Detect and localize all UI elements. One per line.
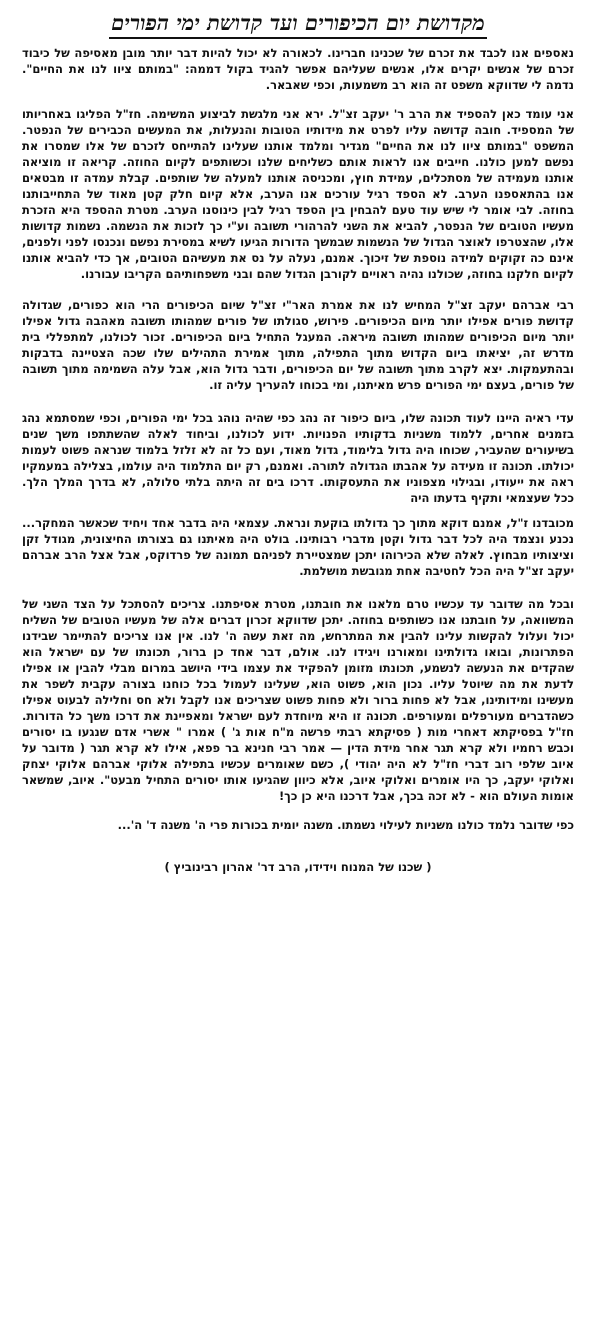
paragraph-3: רבי אברהם יעקב זצ"ל המחיש לנו את אמרת האר"י זצ"ל שיום הכיפורים הרי הוא כפורים, שגדולה קדושת פורים אפילו יותר מיום הכיפורים. פירוש, סגולתו של פורים שמהותו תשובה מאהבה גדול אפילו יותר מיום הכיפורים שמהותו תשובה מיראה. המעגל התחיל ביום הכיפורים. זכור לכולנו, למתפללי בית מדרש זה, יציאתו ביום הקדוש מתוך התפילה, מתוך אמירת התהילים שלו שכה הצטיינה בדבקות ובהתעמקות. יצא לקרב מתוך תשובה של יום הכיפורים, ודבר גדול הוא, אבל עלה השמימה מתוך תשובה של פורים, בעצם ימי הפורים פרש מאיתנו, ומי בכוחו להעריך עליה זו. (22, 298, 574, 392)
paragraph-4: עדי ראיה היינו לעוד תכונה שלו, ביום כיפור זה נהג כפי שהיה נוהג בכל ימי הפורים, וכפי שמסתמא נהג בזמנים אחרים, ללמוד משניות בדקותיו הפנויות. ידוע לכולנו, וביחוד לאלה שהשתתפו משך שנים בשיעורים שהעביר, שכוחו היה גדול בלימוד, גדול מאוד, ועם כל זה לא זלזל בלמוד שנראה פשוט לעמות יכולתו. תכונה זו מעידה על אהבתו הגדולה לתורה. ואמנם, רק יום התלמוד היה עולמו, בצלילה במעמקיו ראה את ייעודו, ובגילוי מצפוניו את התעסקותו. דרכו בים זה היתה בלתי סלולה, לא בדרך המלך הלך. ככל שעצמאי ותקיף בדעתו היה (22, 411, 574, 505)
title-wrapper (22, 10, 574, 39)
paragraph-1: נאספים אנו לכבד את זכרם של שכנינו חברינו. לכאורה לא יכול להיות דבר יותר מובן מאסיפה של כיבוד זכרם של אנשים יקרים אלו, אנשים שעליהם אפשר להגיד בקול דממה: "במותם ציוו לנו את החיים". נדמה לי שדווקא משפט זה הוא רב משמעות, וכפי שאבאר. (22, 46, 574, 92)
paragraph-7: כפי שדובר נלמד כולנו משניות לעילוי נשמתו. משנה יומית בכורות פרי ה' משנה ד' ה'... (117, 818, 574, 832)
document-title: מקדושת יום הכיפורים ועד קדושת ימי הפורים (109, 10, 487, 39)
paragraph-2: אני עומד כאן להספיד את הרב ר' יעקב זצ"ל. ירא אני מלגשת לביצוע המשימה. חז"ל הפליגו באחריותו של המספיד. חובה קדושה עליו לפרט את מידותיו הטובות והנעלות, את המעשים הכבירים של הנפטר. המשפט "במותם ציוו לנו את החיים" מגדיר ומלמד אותנו שעלינו להתייחס לזכרם של אלו שמסרו את נפשם למען כולנו. חייבים אנו לראות אותם כשליחים שלנו וכשותפים לקיום החוזה. קריאה זו מוציאה אותנו מעמידה של מסתכלים, עמידת חוץ, ומכניסה אותנו למעלה של שותפים. קבלת עמדה זו מבטאים אנו בהתאספנו הערב. לא הספד רגיל עורכים אנו הערב, אלא קיום חלק קטן מאוד של התחייבותנו בחוזה. לבי אומר לי שיש עוד טעם להבחין בין הספד רגיל לבין כינוסנו הערב. מטרת ההספד היא הזכרת מעשיו הטובים של הנפטר, להביא את השני להרהורי תשובה וע"י כך לזכות את הנשמה. נשמות קדושות אלו, שהצטרפו לאוצר הגדול של הנשמות שבמשך הדורות הגיעו לשיא במסירת נפשם ונכנסו לפני ולפנים, אינם כה זקוקים למידה נוספת של זיכוך. אמנם, נעלה על נס את מעשיהם הטובים, אך כדי להביא אותנו לקיום חלקנו בחוזה, שכולנו נהיה ראויים לקורבן הגדול שהם ובני משפחותיהם הקריבו עבורנו. (22, 107, 574, 281)
signature: ( שכנו של המנוח וידידו, הרב דר' אהרון רבינוביץ ) (164, 860, 432, 874)
paragraph-6: ובכל מה שדובר עד עכשיו טרם מלאנו את חובתנו, מטרת אסיפתנו. צריכים להסתכל על הצד השני של המשוואה, על חובתנו אנו כשותפים בחוזה. יתכן שדווקא זכרון דברים אלה של מעשיו הטובים של השליח יכול ועלול להקשות עלינו להבין את המתרחש, מה זאת עשה ה' לנו. אין אנו צריכים להתיימר שבידנו הפתרונות, ובואו גדולתינו ומאורנו ויגידו לנו. אולם, דבר אחד כן ברור, תכונתו של עם ישראל הוא שהקדים את הנעשה לנשמע, תכונתו מזומן להפקיד את עצמו בידי היושב במרום מבלי להבין או אפילו לדעת את מה שיוטל עליו. נכון הוא, פשוט הוא, שעלינו לעמול בכל כוחנו בצורה עקבית לשפר את מעשינו ומידותינו, אבל לא פחות ברור ולא פחות פשוט שצריכים אנו לקבל ולא חס וחלילה לבעוט אפילו כשהדברים מעורפלים ומעורפים. תכונה זו היא מיוחדת לעם ישראל ומאפיינת את דרכו משך כל הדורות. חז"ל בפסיקתא דאחרי מות ( פסיקתא רבתי פרשה מ"ח אות ג' ) אמרו " אשרי אדם שנגעו בו יסורים וכבש רחמיו ולא קרא תגר אחר מידת הדין — אמר רבי חנינא בר פפא, אילו לא קרא תגר ( מדובר על איוב שלפי רוב דברי חז"ל לא היה יהודי ), כשם שאומרים עכשיו בתפילה אלוקי אברהם אלוקי יצחק ואלוקי יעקב, כך היו אומרים ואלוקי איוב, אלא כיוון שהגיעו אותו יסורים התחיל מבעט". איוב, שמשאר אומות העולם הוא - לא זכה בכך, אבל דרכנו היא כן כך! (22, 597, 574, 803)
paragraph-5: מכובדנו ז"ל, אמנם דוקא מתוך כך גדולתו בוקעת ונראת. עצמאי היה בדבר אחד ויחיד שכאשר המחקר... נכנע ונצמד היה לכל דבר גדול וקטן מדברי רבותינו. בולט היה מאיתנו גם בצורתו החיצונית, מגודל זקן וציצותיו מבחוץ. לאלה שלא הכירוהו יתכן שמצטיירת לפניהם תמונה של פרדוקס, אבל אצל הרב אברהם יעקב זצ"ל היה הכל לחטיבה אחת מגובשת מושלמת. (22, 516, 574, 578)
